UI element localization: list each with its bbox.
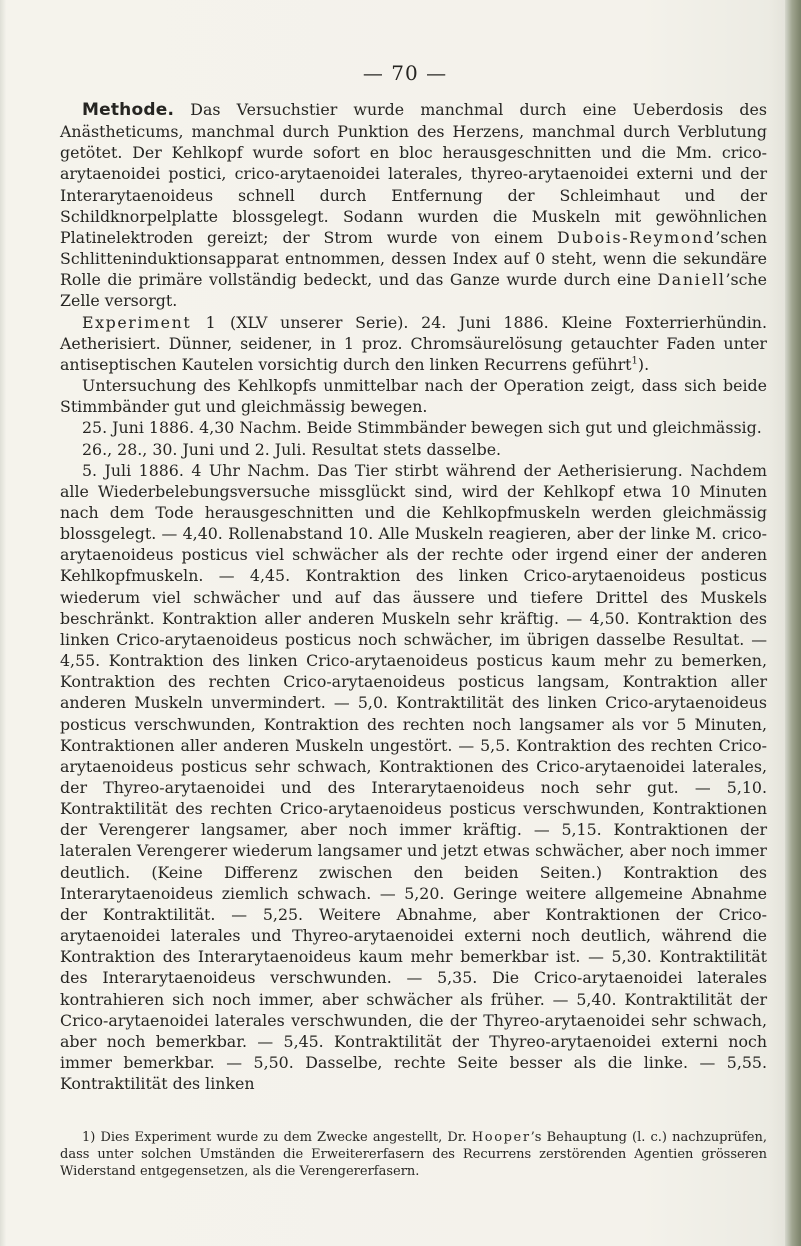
footnote-text: Dies Experiment wurde zu dem Zwecke angestellt, Dr.	[95, 1130, 472, 1145]
paragraph-text: ).	[637, 354, 650, 374]
paragraph-text: ’schen Schlitteninduktionsapparat entnommen, dessen Index auf 0 steht, wenn die sekundäre Rolle die primäre vollständig bedeckt, und das Ganze wurde durch eine	[60, 227, 767, 290]
body-text	[60, 99, 767, 1094]
page-number: — 70 —	[362, 61, 448, 85]
paragraph-untersuchung: Untersuchung des Kehlkopfs unmittelbar nach der Operation zeigt, dass sich beide Stimmbänder gut und gleichmässig bewegen.	[60, 376, 767, 417]
paragraph-25-juni: 25. Juni 1886. 4,30 Nachm. Beide Stimmbänder bewegen sich gut und gleichmässig.	[82, 418, 762, 438]
paragraph-5-juli: 5. Juli 1886. 4 Uhr Nachm. Das Tier stirbt während der Aetherisierung. Nachdem alle Wiederbelebungsversuche missglückt sind, wird der Kehlkopf etwa 10 Minuten nach dem Tode herausgeschnitten und die Kehlkopfmuskeln werden gleichmässig blossgelegt. — 4,40. Rollenabstand 10. Alle Muskeln reagieren, aber der linke M. crico-arytaenoideus posticus viel schwächer als der rechte oder irgend einer der anderen Kehlkopfmuskeln. — 4,45. Kontraktion des linken Crico-arytaenoideus posticus wiederum viel schwächer und auf das äussere und tiefere Drittel des Muskels beschränkt. Kontraktion aller anderen Muskeln sehr kräftig. — 4,50. Kontraktion des linken Crico-arytaenoideus posticus noch schwächer, im übrigen dasselbe Resultat. — 4,55. Kontraktion des linken Crico-arytaenoideus posticus kaum mehr zu bemerken, Kontraktion des rechten Crico-arytaenoideus posticus langsam, Kontraktion aller anderen Muskeln unvermindert. — 5,0. Kontraktilität des linken Crico-arytaenoideus posticus verschwunden, Kontraktion des rechten noch langsamer als vor 5 Minuten, Kontraktionen aller anderen Muskeln ungestört. — 5,5. Kontraktion des rechten Crico-arytaenoideus posticus sehr schwach, Kontraktionen des Crico-arytaenoidei laterales, der Thyreo-arytaenoidei und des Interarytaenoideus noch sehr gut. — 5,10. Kontraktilität des rechten Crico-arytaenoideus posticus verschwunden, Kontraktionen der Verengerer langsamer, aber noch immer kräftig. — 5,15. Kontraktionen der lateralen Verengerer wiederum langsamer und jetzt etwas schwächer, aber noch immer deutlich. (Keine Differenz zwischen den beiden Seiten.) Kontraktion des Interarytaenoideus ziemlich schwach. — 5,20. Geringe weitere allgemeine Abnahme der Kontraktilität. — 5,25. Weitere Abnahme, aber Kontraktionen der Crico-arytaenoidei laterales und Thyreo-arytaenoidei externi noch deutlich, während die Kontraktion des Interarytaenoideus kaum mehr bemerkbar ist. — 5,30. Kontraktilität des Interarytaenoideus verschwunden. — 5,35. Die Crico-arytaenoidei laterales kontrahieren sich noch immer, aber schwächer als früher. — 5,40. Kontraktilität der Crico-arytaenoidei laterales verschwunden, die der Thyreo-arytaenoidei sehr schwach, aber noch bemerkbar. — 5,45. Kontraktilität der Thyreo-arytaenoidei externi noch immer bemerkbar. — 5,50. Dasselbe, rechte Seite besser als die linke. — 5,55. Kontraktilität des linken	[60, 460, 767, 1094]
paragraph-26-juni: 26., 28., 30. Juni und 2. Juli. Resultat stets dasselbe.	[82, 439, 502, 459]
page-binding-edge	[785, 0, 801, 1246]
paragraph-methode	[60, 99, 767, 312]
author-name: Hooper	[471, 1130, 531, 1145]
footnote-mark: 1)	[82, 1130, 96, 1145]
author-name: Daniell	[657, 270, 726, 290]
experiment-label: Experiment 1	[82, 312, 218, 332]
footnote	[60, 1129, 767, 1180]
paragraph-text: (XLV unserer Serie). 24. Juni 1886. Kleine Foxterrierhündin. Aetherisiert. Dünner, seidener, in 1 proz. Chromsäurelösung getauchter Faden unter antiseptischen Kautelen vorsichtig durch den linken Recurrens geführt	[60, 312, 767, 374]
page-left-edge	[0, 0, 6, 1246]
footnote-text: ’s Behauptung (l. c.) nachzuprüfen, dass unter solchen Umständen die Erweitererfasern des Recurrens zerstörenden Agentien grösseren Widerstand entgegensetzen, als die Verengererfasern.	[60, 1130, 768, 1179]
footnote-reference: 1	[631, 355, 638, 367]
paragraph-text: ’sche Zelle versorgt.	[60, 270, 767, 311]
paragraph-text: Das Versuchstier wurde manchmal durch eine Ueberdosis des Anästheticums, manchmal durch Punktion des Herzens, manchmal durch Verblutung getötet. Der Kehlkopf wurde sofort en bloc herausgeschnitten und die Mm. crico-arytaenoidei postici, crico-arytaenoidei laterales, thyreo-arytaenoidei externi und der Interarytaenoideus schnell durch Entfernung der Schleimhaut und der Schildknorpelplatte blossgelegt. Sodann wurden die Muskeln mit gewöhnlichen Platinelektroden gereizt; der Strom wurde von einem	[60, 100, 767, 247]
section-heading: Methode.	[82, 100, 175, 120]
paragraph-experiment	[60, 312, 767, 375]
author-name: Dubois-Reymond	[557, 227, 716, 247]
